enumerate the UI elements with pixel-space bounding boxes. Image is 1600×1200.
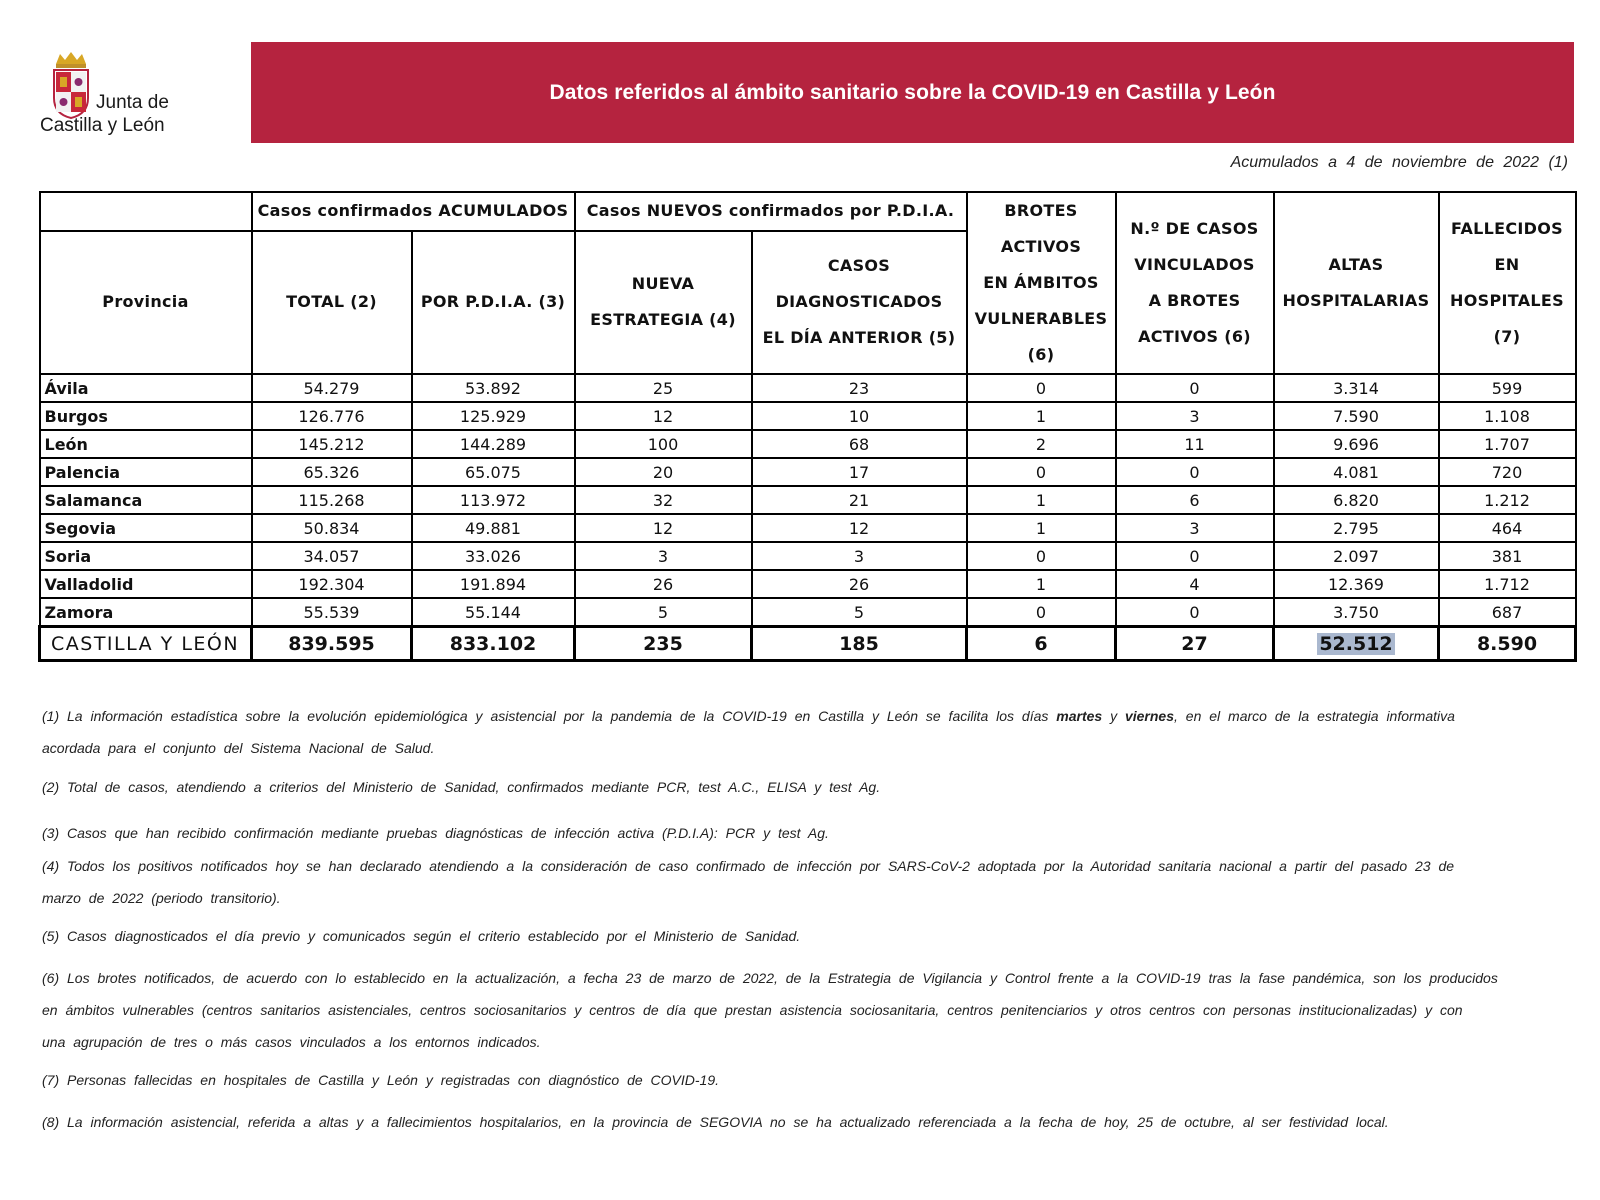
col-header-pdia: POR P.D.I.A. (3) <box>412 231 575 374</box>
value-cell: 20 <box>575 458 752 486</box>
value-cell: 17 <box>752 458 967 486</box>
table-row <box>40 598 1576 627</box>
table-row <box>40 486 1576 514</box>
value-cell: 3.314 <box>1274 374 1439 402</box>
value-cell: 12 <box>752 514 967 542</box>
value-cell: 126.776 <box>252 402 412 430</box>
province-cell: Burgos <box>40 402 252 430</box>
value-cell: 8.590 <box>1439 627 1576 661</box>
value-cell: 599 <box>1439 374 1576 402</box>
header-banner <box>251 42 1574 143</box>
value-cell: 145.212 <box>252 430 412 458</box>
province-cell: Ávila <box>40 374 252 402</box>
value-cell: 26 <box>752 570 967 598</box>
value-cell: 1 <box>967 514 1116 542</box>
note-6: (6) Los brotes notificados, de acuerdo con lo establecido en la actualización, a fecha 23 de marzo de 2022, de la Estrategia de Vigilancia y Control frente a la COVID-19 tras la fase pandémica, son los producidos <box>42 970 1498 986</box>
value-cell: 144.289 <box>412 430 575 458</box>
header-blank <box>40 192 252 231</box>
date-subtitle: Acumulados a 4 de noviembre de 2022 (1) <box>1230 154 1568 171</box>
value-cell: 1 <box>967 570 1116 598</box>
value-cell: 1 <box>967 402 1116 430</box>
note-1-cont: acordada para el conjunto del Sistema Nacional de Salud. <box>42 740 435 756</box>
value-cell: 49.881 <box>412 514 575 542</box>
value-cell: 53.892 <box>412 374 575 402</box>
province-cell: Soria <box>40 542 252 570</box>
value-cell: 2.795 <box>1274 514 1439 542</box>
logo-line1: Junta de <box>96 92 169 113</box>
page-title: Datos referidos al ámbito sanitario sobre la COVID-19 en Castilla y León <box>549 80 1276 104</box>
province-cell: León <box>40 430 252 458</box>
value-cell: 839.595 <box>252 627 412 661</box>
value-cell: 2.097 <box>1274 542 1439 570</box>
value-cell: 687 <box>1439 598 1576 627</box>
note-2: (2) Total de casos, atendiendo a criterios del Ministerio de Sanidad, confirmados mediante PCR, test A.C., ELISA y test Ag. <box>42 779 881 795</box>
value-cell: 0 <box>967 598 1116 627</box>
value-cell: 6 <box>1116 486 1274 514</box>
note-1: (1) La información estadística sobre la evolución epidemiológica y asistencial por la pandemia de la COVID-19 en Castilla y León se facilita los días martes y viernes, en el marco de la estrategia informativa <box>42 708 1455 724</box>
table-row <box>40 430 1576 458</box>
value-cell: 0 <box>967 458 1116 486</box>
note-4-cont: marzo de 2022 (periodo transitorio). <box>42 890 281 906</box>
value-cell: 185 <box>752 627 967 661</box>
value-cell: 1.707 <box>1439 430 1576 458</box>
table-row <box>40 374 1576 402</box>
value-cell: 26 <box>575 570 752 598</box>
value-cell: 5 <box>575 598 752 627</box>
value-cell: 9.696 <box>1274 430 1439 458</box>
province-cell: Palencia <box>40 458 252 486</box>
value-cell: 1.212 <box>1439 486 1576 514</box>
value-cell: 21 <box>752 486 967 514</box>
table-row <box>40 402 1576 430</box>
value-cell: 2 <box>967 430 1116 458</box>
value-cell: 12.369 <box>1274 570 1439 598</box>
note-8: (8) La información asistencial, referida a altas y a fallecimientos hospitalarios, en la provincia de SEGOVIA no se ha actualizado referenciada a la fecha de hoy, 25 de octubre, al ser festividad local. <box>42 1114 1389 1130</box>
value-cell: 192.304 <box>252 570 412 598</box>
covid-data-table <box>38 191 1577 662</box>
value-cell: 3 <box>575 542 752 570</box>
value-cell: 34.057 <box>252 542 412 570</box>
total-row <box>40 627 1576 661</box>
value-cell: 12 <box>575 514 752 542</box>
table-row <box>40 458 1576 486</box>
junta-logo <box>38 46 238 146</box>
note-6-cont: en ámbitos vulnerables (centros sanitarios asistenciales, centros sociosanitarios y centros de día que prestan asistencia sociosanitaria, centros penitenciarios y otros centros con personas institucionalizadas) y con <box>42 1002 1463 1018</box>
value-cell: 833.102 <box>412 627 575 661</box>
col-header-total: TOTAL (2) <box>252 231 412 374</box>
value-cell: 0 <box>967 542 1116 570</box>
value-cell: 10 <box>752 402 967 430</box>
value-cell: 0 <box>1116 374 1274 402</box>
value-cell: 33.026 <box>412 542 575 570</box>
group-header-nuevos: Casos NUEVOS confirmados por P.D.I.A. <box>575 192 967 231</box>
table-row <box>40 570 1576 598</box>
note-5: (5) Casos diagnosticados el día previo y comunicados según el criterio establecido por el Ministerio de Sanidad. <box>42 928 801 944</box>
province-cell: Salamanca <box>40 486 252 514</box>
note-6-cont2: una agrupación de tres o más casos vinculados a los entornos indicados. <box>42 1034 541 1050</box>
value-cell: 115.268 <box>252 486 412 514</box>
value-cell: 191.894 <box>412 570 575 598</box>
value-cell: 12 <box>575 402 752 430</box>
value-cell: 3 <box>1116 402 1274 430</box>
value-cell: 1 <box>967 486 1116 514</box>
value-cell: 25 <box>575 374 752 402</box>
province-cell: Segovia <box>40 514 252 542</box>
value-cell: 0 <box>967 374 1116 402</box>
note-4: (4) Todos los positivos notificados hoy se han declarado atendiendo a la consideración de caso confirmado de infección por SARS-CoV-2 adoptada por la Autoridad sanitaria nacional a partir del pasado 23 de <box>42 858 1455 874</box>
table-row <box>40 514 1576 542</box>
value-cell: 55.539 <box>252 598 412 627</box>
col-header-provincia: Provincia <box>40 231 252 374</box>
value-cell: 4.081 <box>1274 458 1439 486</box>
col-header-altas: ALTAS HOSPITALARIAS <box>1274 192 1439 374</box>
value-cell: 65.075 <box>412 458 575 486</box>
note-7: (7) Personas fallecidas en hospitales de Castilla y León y registradas con diagnóstico de COVID-19. <box>42 1072 719 1088</box>
table-row <box>40 542 1576 570</box>
highlighted-total-altas[interactable]: 52.512 <box>1319 632 1393 655</box>
value-cell: 100 <box>575 430 752 458</box>
note-3: (3) Casos que han recibido confirmación mediante pruebas diagnósticas de infección activa (P.D.I.A): PCR y test Ag. <box>42 825 829 841</box>
value-cell: 0 <box>1116 598 1274 627</box>
value-cell: 32 <box>575 486 752 514</box>
value-cell <box>1274 627 1439 661</box>
coat-of-arms-icon <box>50 50 92 120</box>
value-cell: 3 <box>752 542 967 570</box>
value-cell: 1.108 <box>1439 402 1576 430</box>
value-cell: 27 <box>1116 627 1274 661</box>
value-cell: 125.929 <box>412 402 575 430</box>
value-cell: 6 <box>967 627 1116 661</box>
value-cell: 113.972 <box>412 486 575 514</box>
group-header-acumulados: Casos confirmados ACUMULADOS <box>252 192 575 231</box>
logo-line2: Castilla y León <box>40 115 165 136</box>
province-cell: CASTILLA Y LEÓN <box>40 627 252 661</box>
value-cell: 6.820 <box>1274 486 1439 514</box>
col-header-nueva-estrategia: NUEVA ESTRATEGIA (4) <box>575 231 752 374</box>
col-header-brotes: BROTES ACTIVOS EN ÁMBITOS VULNERABLES (6) <box>967 192 1116 374</box>
col-header-fallecidos: FALLECIDOS EN HOSPITALES (7) <box>1439 192 1576 374</box>
value-cell: 3 <box>1116 514 1274 542</box>
value-cell: 4 <box>1116 570 1274 598</box>
value-cell: 0 <box>1116 542 1274 570</box>
value-cell: 7.590 <box>1274 402 1439 430</box>
value-cell: 1.712 <box>1439 570 1576 598</box>
col-header-vinculados: N.º DE CASOS VINCULADOS A BROTES ACTIVOS (6) <box>1116 192 1274 374</box>
value-cell: 720 <box>1439 458 1576 486</box>
province-cell: Valladolid <box>40 570 252 598</box>
value-cell: 50.834 <box>252 514 412 542</box>
value-cell: 5 <box>752 598 967 627</box>
value-cell: 65.326 <box>252 458 412 486</box>
value-cell: 464 <box>1439 514 1576 542</box>
value-cell: 55.144 <box>412 598 575 627</box>
value-cell: 54.279 <box>252 374 412 402</box>
value-cell: 3.750 <box>1274 598 1439 627</box>
value-cell: 0 <box>1116 458 1274 486</box>
value-cell: 11 <box>1116 430 1274 458</box>
col-header-diagnosticados: CASOS DIAGNOSTICADOS EL DÍA ANTERIOR (5) <box>752 231 967 374</box>
province-cell: Zamora <box>40 598 252 627</box>
value-cell: 23 <box>752 374 967 402</box>
value-cell: 381 <box>1439 542 1576 570</box>
value-cell: 235 <box>575 627 752 661</box>
value-cell: 68 <box>752 430 967 458</box>
